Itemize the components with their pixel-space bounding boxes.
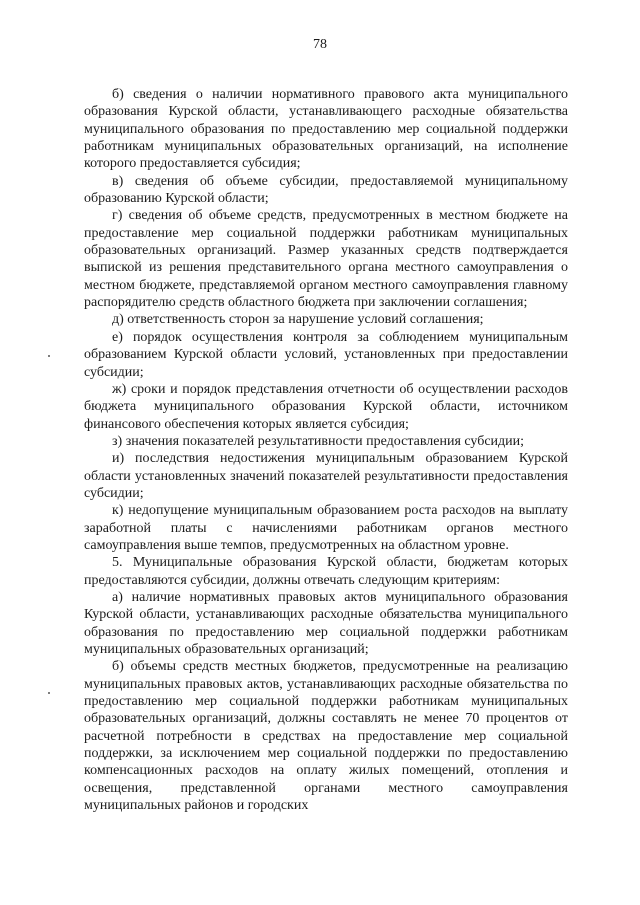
scan-speck [48,355,50,357]
paragraph-a-legal-acts: а) наличие нормативных правовых актов муниципального образования Курской области, устанавливающих расходные обязательства муниципального образования по предоставлению мер социальной поддержки работникам муниципальных образовательных организаций; [84,589,568,657]
paragraph-i-consequences: и) последствия недостижения муниципальным образованием Курской области установленных значений показателей результативности предоставления субсидии; [84,451,568,501]
scan-speck [48,692,50,694]
paragraph-v-subsidy-volume: в) сведения об объеме субсидии, предоставляемой муниципальному образованию Курской области; [84,173,568,207]
paragraph-b-legal-act: б) сведения о наличии нормативного правового акта муниципального образования Курской области, устанавливающего расходные обязательства муниципального образования по предоставлению мер социальной поддержки работникам муниципальных образовательных организаций, на исполнение которого предоставляется субсидия; [84,87,568,172]
paragraph-d-responsibility: д) ответственность сторон за нарушение условий соглашения; [112,312,484,328]
paragraph-g-local-budget-funds: г) сведения об объеме средств, предусмотренных в местном бюджете на предоставление мер социальной поддержки работникам муниципальных образовательных организаций. Размер указанных средств подтверждается выпиской из решения представительного органа местного самоуправления о местном бюджете, представляемой органом местного самоуправления главному распорядителю средств областного бюджета при заключении соглашения; [84,208,568,311]
paragraph-e-control-procedure: е) порядок осуществления контроля за соблюдением муниципальным образованием Курской области условий, установленных при предоставлении субсидии; [84,329,568,380]
paragraph-5-criteria: 5. Муниципальные образования Курской области, бюджетам которых предоставляются субсидии, должны отвечать следующим критериям: [84,555,568,588]
paragraph-zh-reporting: ж) сроки и порядок представления отчетности об осуществлении расходов бюджета муниципального образования Курской области, источником финансового обеспечения которых является субсидия; [84,381,568,432]
paragraph-b-budget-volumes: б) объемы средств местных бюджетов, предусмотренные на реализацию муниципальных правовых актов, устанавливающих расходные обязательства по предоставлению мер социальной поддержки работникам муниципальных образовательных организаций, должны составлять не менее 70 процентов от расчетной потребности в средствах на предоставление мер социальной поддержки, за исключением мер социальной поддержки по предоставлению компенсационных расходов на оплату жилых помещений, отопления и освещения, представленной органами местного самоуправления муниципальных районов и городских [84,659,568,814]
paragraph-z-indicators: з) значения показателей результативности предоставления субсидии; [112,433,525,449]
document-body [84,86,568,814]
paragraph-k-salary-growth: к) недопущение муниципальным образованием роста расходов на выплату заработной платы с начислениями работникам органов местного самоуправления выше темпов, предусмотренных на областном уровне. [84,503,568,553]
page-number: 78 [313,37,327,52]
